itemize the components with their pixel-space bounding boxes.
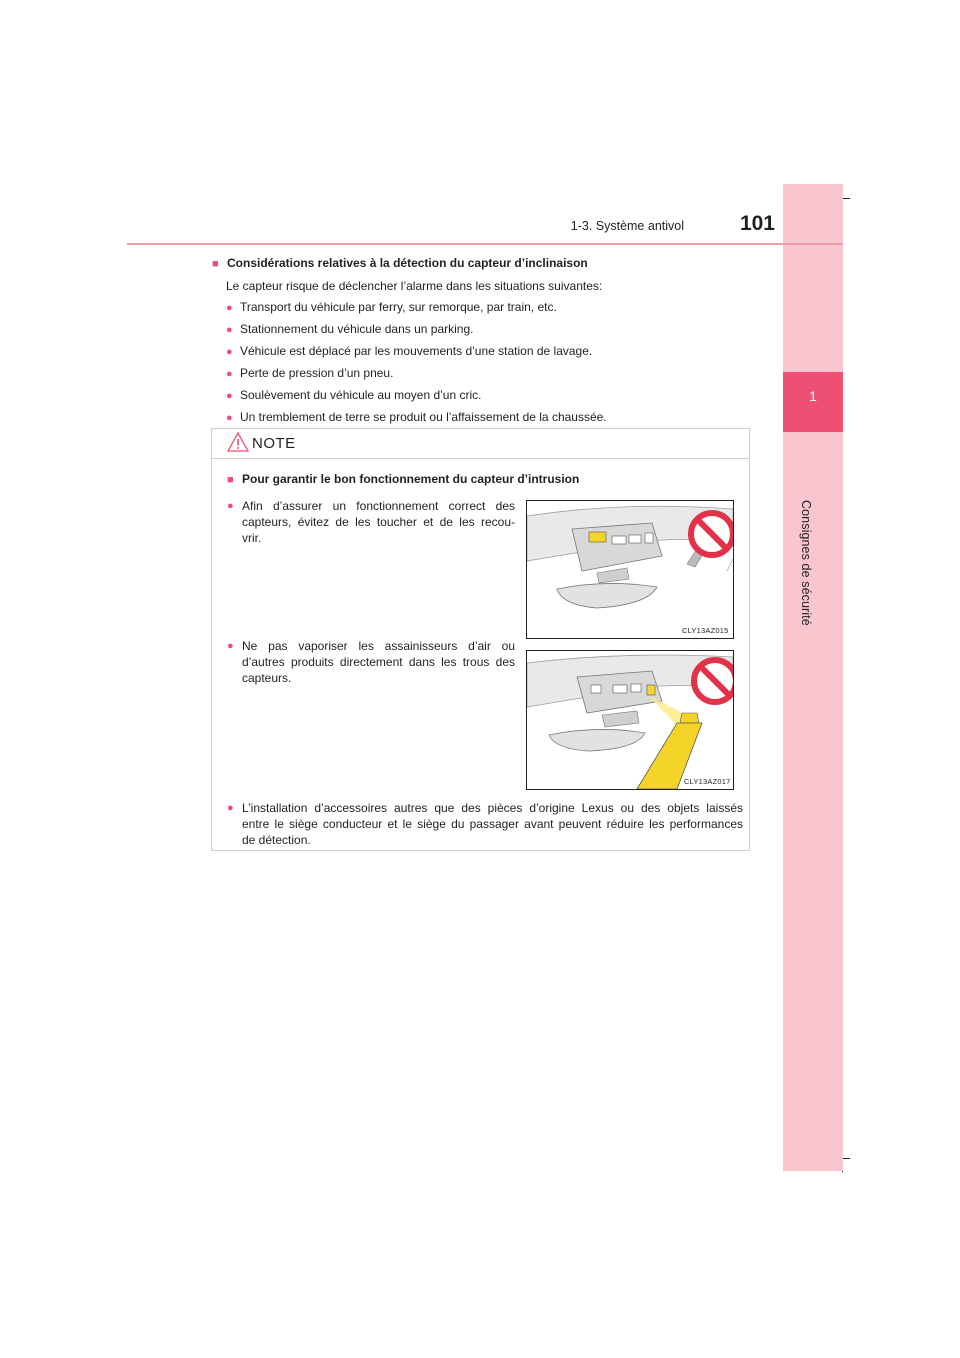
page-number: 101 xyxy=(739,212,775,235)
crop-mark xyxy=(842,1158,850,1159)
square-bullet-icon: ■ xyxy=(212,258,219,270)
list-item: ● Soulèvement du véhicule au moyen d’un cric. xyxy=(212,385,752,407)
spray-can-illustration xyxy=(527,651,733,789)
list-item: ● Stationnement du véhicule dans un parking. xyxy=(212,319,752,341)
list-item: ● Perte de pression d’un pneu. xyxy=(212,363,752,385)
tilt-intro: Le capteur risque de déclencher l’alarme dans les situations suivantes: xyxy=(226,279,603,293)
notice-item-2: Ne pas vaporiser les assainisseurs d’air ou d’autres produits directement dans les trous des capteurs. xyxy=(242,639,515,685)
notice-item-1: Afin d’assurer un fonctionnement correct des capteurs, évitez de les toucher et de les recou- vrir. xyxy=(242,499,515,545)
figure-code-1: CLY13AZ015 xyxy=(682,626,729,635)
header-rule xyxy=(127,243,843,245)
bullet-dot-icon: ● xyxy=(227,640,234,652)
figure-code-2: CLY13AZ017 xyxy=(684,777,731,786)
tilt-section xyxy=(212,256,752,429)
bullet-dot-icon: ● xyxy=(226,412,233,424)
bullet-dot-icon: ● xyxy=(226,346,233,358)
notice-item-3: L’installation d’accessoires autres que des pièces d’origine Lexus ou des objets laissés entre le siège conducteur et le siège du passager avant peuvent réduire les performances de détection. xyxy=(242,801,743,847)
list-item: ● Un tremblement de terre se produit ou l’affaissement de la chaussée. xyxy=(212,407,752,429)
notice-title: NOTE xyxy=(252,435,296,452)
bullet-dot-icon: ● xyxy=(226,390,233,402)
list-item: ● Transport du véhicule par ferry, sur remorque, par train, etc. xyxy=(212,297,752,319)
chapter-number: 1 xyxy=(809,388,817,404)
square-bullet-icon: ■ xyxy=(227,474,234,486)
notice-heading xyxy=(227,472,747,486)
figure-spray-prohibited xyxy=(526,650,734,790)
bullet-dot-icon: ● xyxy=(226,302,233,314)
bullet-dot-icon: ● xyxy=(226,368,233,380)
list-item: ● Véhicule est déplacé par les mouvements d’une station de lavage. xyxy=(212,341,752,363)
warning-triangle-icon xyxy=(227,432,249,452)
notice-heading-text: Pour garantir le bon fonctionnement du capteur d’intrusion xyxy=(242,472,580,486)
crop-mark xyxy=(842,198,850,199)
section-title: 1-3. Système antivol xyxy=(570,219,684,233)
tilt-heading-text: Considérations relatives à la détection du capteur d’inclinaison xyxy=(227,256,588,270)
bullet-dot-icon: ● xyxy=(226,324,233,336)
bullet-dot-icon: ● xyxy=(227,500,234,512)
bullet-dot-icon: ● xyxy=(227,802,234,814)
figure-sensor-touch xyxy=(526,500,734,639)
chapter-title: Consignes de sécurité xyxy=(799,500,813,626)
notice-divider xyxy=(212,458,749,459)
roof-console-illustration xyxy=(527,501,733,638)
tilt-heading xyxy=(212,256,752,276)
chapter-side-tab xyxy=(783,184,843,1171)
